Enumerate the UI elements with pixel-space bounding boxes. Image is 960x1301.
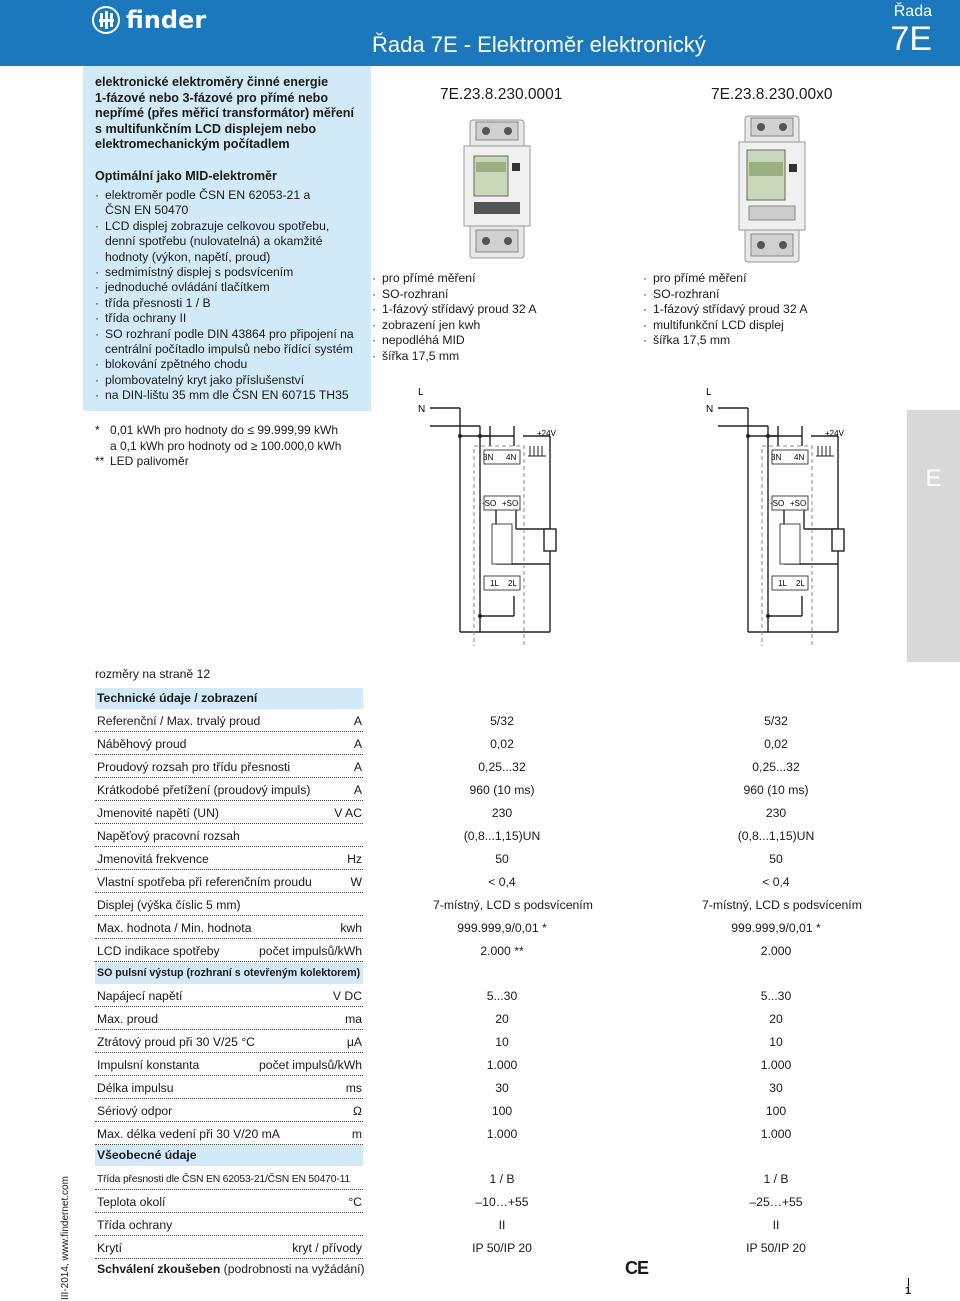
list-item: · SO-rozhraní (372, 287, 536, 303)
table-row (95, 825, 908, 848)
table-row (95, 848, 908, 871)
wire-label-N: N (706, 404, 714, 415)
table-row (95, 1191, 908, 1214)
row-value-2: 960 (10 ms) (743, 783, 809, 797)
table-row (95, 756, 908, 779)
meter-photo-1 (462, 118, 532, 260)
row-label: Krátkodobé přetížení (proudový impuls) (97, 783, 311, 797)
row-unit: A (353, 737, 362, 751)
list-item: · blokování zpětného chodu (95, 357, 370, 372)
list-item: · třída ochrany II (95, 311, 370, 326)
footnote-text: 0,01 kWh pro hodnoty do ≤ 99.999,99 kWh (110, 423, 339, 437)
row-value-2: 0,02 (764, 737, 788, 751)
row-value-2: 5...30 (760, 989, 792, 1003)
footnote (95, 454, 341, 470)
product-1-features (372, 271, 536, 364)
list-item: · nepodléhá MID (372, 333, 536, 349)
row-label: Displej (výška číslic 5 mm) (97, 898, 241, 912)
product-2-features (643, 271, 807, 349)
row-value-1: 0,02 (490, 737, 514, 751)
row-value-1: 50 (495, 852, 509, 866)
row-unit: kryt / přívody (292, 1241, 362, 1255)
row-label: Jmenovitá frekvence (97, 852, 209, 866)
row-value-1: 20 (495, 1012, 509, 1026)
terminal-so-minus: -SO (482, 499, 497, 508)
footnote-mark: * (95, 423, 100, 437)
terminal-so-minus: -SO (770, 499, 785, 508)
approvals-label: Schválení zkoušeben (97, 1262, 221, 1276)
product-code-2: 7E.23.8.230.00x0 (711, 86, 833, 103)
list-item: · třída přesnosti 1 / B (95, 296, 370, 311)
table-row (95, 1123, 908, 1146)
row-value-2: II (772, 1218, 780, 1232)
row-label: Vlastní spotřeba při referenčním proudu (97, 875, 312, 889)
footnote (95, 423, 341, 439)
table-row (95, 802, 908, 825)
row-unit: A (353, 760, 362, 774)
table-row (95, 1008, 908, 1031)
row-value-2: 999.999,9/0,01 * (731, 921, 821, 935)
row-value-2: 7-místný, LCD s podsvícením (702, 898, 862, 912)
terminal-so-plus: +SO (502, 499, 519, 508)
row-label: Impulsní konstanta (97, 1058, 200, 1072)
row-unit: kwh (340, 921, 362, 935)
row-value-2: 1.000 (760, 1058, 792, 1072)
intro-line: elektromechanickým počítadlem (95, 137, 290, 152)
terminal-1l: 1L (490, 579, 499, 588)
wire-label-N: N (418, 404, 426, 415)
row-label: Teplota okolí (97, 1195, 166, 1209)
intro-text (95, 75, 367, 153)
row-value-1: 960 (10 ms) (469, 783, 535, 797)
wire-label-L: L (706, 387, 712, 398)
section-heading: Všeobecné údaje (95, 1145, 363, 1166)
row-value-1: IP 50/IP 20 (472, 1241, 532, 1255)
row-label: Napěťový pracovní rozsah (97, 829, 240, 843)
row-unit: V AC (334, 806, 362, 820)
row-unit: A (353, 783, 362, 797)
row-unit: A (353, 714, 362, 728)
row-label: Jmenovité napětí (UN) (97, 806, 219, 820)
list-item: · na DIN-lištu 35 mm dle ČSN EN 60715 TH35 (95, 388, 370, 403)
row-value-1: 0,25...32 (478, 760, 526, 774)
list-item: · jednoduché ovládání tlačítkem (95, 280, 370, 295)
row-value-1: 1 / B (489, 1172, 515, 1186)
header-band (0, 0, 960, 66)
table-row (95, 733, 908, 756)
row-label: Délka impulsu (97, 1081, 174, 1095)
list-item: · 1-fázový střídavý proud 32 A (643, 302, 807, 318)
table-row (95, 985, 908, 1008)
finder-logo-icon (92, 6, 120, 34)
row-unit: počet impulsů/kWh (259, 1058, 362, 1072)
row-value-2: 230 (765, 806, 787, 820)
table-row (95, 710, 908, 733)
brand-name: finder (126, 6, 207, 34)
intro-line: elektronické elektroměry činné energie (95, 75, 329, 89)
row-label: Napájecí napětí (97, 989, 183, 1003)
section-heading: SO pulsní výstup (rozhraní s otevřeným kolektorem) (95, 963, 363, 984)
row-value-1: –10…+55 (475, 1195, 529, 1209)
footnote-mark (95, 439, 110, 455)
feature-list (95, 188, 370, 404)
table-row (95, 871, 908, 894)
row-label: Max. proud (97, 1012, 158, 1026)
row-label: Sériový odpor (97, 1104, 173, 1118)
wiring-diagram-1 (418, 384, 578, 646)
row-value-2: 0,25...32 (752, 760, 800, 774)
row-value-2: (0,8...1,15)UN (737, 829, 815, 843)
row-value-1: 999.999,9/0,01 * (457, 921, 547, 935)
row-unit: Ω (352, 1104, 362, 1118)
row-label: Třída ochrany (97, 1218, 173, 1232)
row-value-1: 230 (491, 806, 513, 820)
finder-logo (92, 4, 206, 36)
approvals-note (97, 1262, 365, 1276)
row-value-1: 1.000 (486, 1127, 518, 1141)
terminal-3n: 3N (771, 453, 782, 462)
terminal-4n: 4N (794, 453, 805, 462)
row-label: Třída přesnosti dle ČSN EN 62053-21/ČSN EN 50470-11 (97, 1174, 350, 1185)
intro-line: s multifunkčním LCD displejem nebo (95, 121, 317, 136)
approvals-detail: (podrobnosti na vyžádání) (220, 1262, 365, 1276)
list-item: · šířka 17,5 mm (372, 349, 536, 365)
section-tab (907, 410, 960, 662)
row-value-2: 20 (769, 1012, 783, 1026)
table-row (95, 1237, 908, 1260)
supply-label: +24V (825, 429, 844, 438)
list-item: centrální počítadlo impulsů nebo řídící systém (105, 342, 353, 357)
terminal-1l: 1L (778, 579, 787, 588)
terminal-so-plus: +SO (790, 499, 807, 508)
row-value-1: < 0,4 (488, 875, 516, 889)
row-value-1: 2.000 ** (480, 944, 524, 958)
footnotes (95, 423, 341, 470)
row-label: LCD indikace spotřeby (97, 944, 220, 958)
list-item: ČSN EN 50470 (105, 203, 189, 218)
section-tab-letter: E (925, 465, 942, 492)
list-item: · plombovatelný kryt jako příslušenství (95, 373, 370, 388)
row-value-2: < 0,4 (762, 875, 790, 889)
list-item: · SO-rozhraní (643, 287, 807, 303)
terminal-3n: 3N (483, 453, 494, 462)
dimensions-reference: rozměry na straně 12 (95, 667, 211, 681)
terminal-2l: 2L (508, 579, 517, 588)
list-item: · šířka 17,5 mm (643, 333, 807, 349)
row-label: Proudový rozsah pro třídu přesnosti (97, 760, 291, 774)
footnote-mark: ** (95, 454, 105, 468)
row-value-1: 7-místný, LCD s podsvícením (433, 898, 593, 912)
row-unit: Hz (347, 852, 362, 866)
row-unit: ms (345, 1081, 362, 1095)
row-value-1: 1.000 (486, 1058, 518, 1072)
series-label: Řada (893, 3, 932, 20)
row-unit: μA (346, 1035, 362, 1049)
list-item: hodnoty (výkon, napětí, proud) (105, 249, 271, 264)
ce-mark: CE (625, 1258, 649, 1278)
row-unit: ma (345, 1012, 362, 1026)
list-item: · SO rozhraní podle DIN 43864 pro připojení na (95, 327, 370, 342)
product-code-1: 7E.23.8.230.0001 (440, 86, 563, 103)
row-value-1: 30 (495, 1081, 509, 1095)
sub-heading: Optimální jako MID-elektroměr (95, 169, 277, 183)
row-value-2: 100 (765, 1104, 787, 1118)
row-value-1: II (498, 1218, 506, 1232)
row-value-2: IP 50/IP 20 (746, 1241, 806, 1255)
list-item: · pro přímé měření (372, 271, 536, 287)
wiring-diagram-2 (706, 384, 866, 646)
supply-label: +24V (537, 429, 556, 438)
row-unit: °C (348, 1195, 362, 1209)
list-item: · pro přímé měření (643, 271, 807, 287)
row-label: Max. délka vedení při 30 V/20 mA (97, 1127, 280, 1141)
intro-line: 1-fázové nebo 3-fázové pro přímé nebo (95, 90, 329, 105)
row-value-2: 1.000 (760, 1127, 792, 1141)
meter-photo-2 (737, 114, 807, 264)
list-item: · zobrazení jen kwh (372, 318, 536, 334)
row-value-1: 100 (491, 1104, 513, 1118)
row-value-2: 50 (769, 852, 783, 866)
row-value-1: 5/32 (490, 714, 514, 728)
row-label: Ztrátový proud při 30 V/25 °C (97, 1035, 255, 1049)
table-row (95, 940, 908, 963)
row-value-2: 1 / B (763, 1172, 789, 1186)
list-item: · elektroměr podle ČSN EN 62053-21 a (95, 188, 370, 203)
page-number: 1 (905, 1285, 912, 1297)
table-row (95, 779, 908, 802)
footnote-text: a 0,1 kWh pro hodnoty od ≥ 100.000,0 kWh (110, 438, 342, 453)
intro-line: nepřímé (přes měřicí transformátor) měření (95, 106, 354, 121)
wire-label-L: L (418, 387, 424, 398)
table-row (95, 1077, 908, 1100)
list-item: · LCD displej zobrazuje celkovou spotřebu, (95, 219, 370, 234)
row-value-2: –25…+55 (749, 1195, 803, 1209)
page-title: Řada 7E - Elektroměr elektronický (372, 32, 706, 57)
table-row (95, 894, 908, 917)
footnote-text: LED palivoměr (110, 454, 189, 468)
row-value-2: 10 (769, 1035, 783, 1049)
row-value-1: 5...30 (486, 989, 518, 1003)
row-value-2: 5/32 (764, 714, 788, 728)
row-unit: V DC (332, 989, 362, 1003)
row-label: Krytí (97, 1241, 123, 1255)
terminal-4n: 4N (506, 453, 517, 462)
footnote (95, 439, 341, 455)
row-value-1: 10 (495, 1035, 509, 1049)
table-row (95, 1168, 908, 1191)
table-row (95, 1100, 908, 1123)
table-row (95, 1031, 908, 1054)
section-heading: Technické údaje / zobrazení (95, 688, 363, 709)
row-unit: W (350, 875, 362, 889)
list-item: · 1-fázový střídavý proud 32 A (372, 302, 536, 318)
table-row (95, 1214, 908, 1237)
series-code: 7E (890, 20, 932, 58)
list-item: denní spotřebu (nulovatelná) a okamžité (105, 234, 323, 249)
terminal-2l: 2L (796, 579, 805, 588)
row-label: Referenční / Max. trvalý proud (97, 714, 261, 728)
table-row (95, 917, 908, 940)
row-unit: m (351, 1127, 362, 1141)
row-unit: počet impulsů/kWh (259, 944, 362, 958)
row-label: Max. hodnota / Min. hodnota (97, 921, 252, 935)
list-item: · multifunkční LCD displej (643, 318, 807, 334)
table-row (95, 1054, 908, 1077)
row-value-2: 30 (769, 1081, 783, 1095)
footer-vertical-text: III-2014, www.findernet.com (60, 1176, 71, 1300)
row-value-2: 2.000 (760, 944, 792, 958)
row-value-1: (0,8...1,15)UN (463, 829, 541, 843)
row-label: Náběhový proud (97, 737, 187, 751)
list-item: · sedmimístný displej s podsvícením (95, 265, 370, 280)
